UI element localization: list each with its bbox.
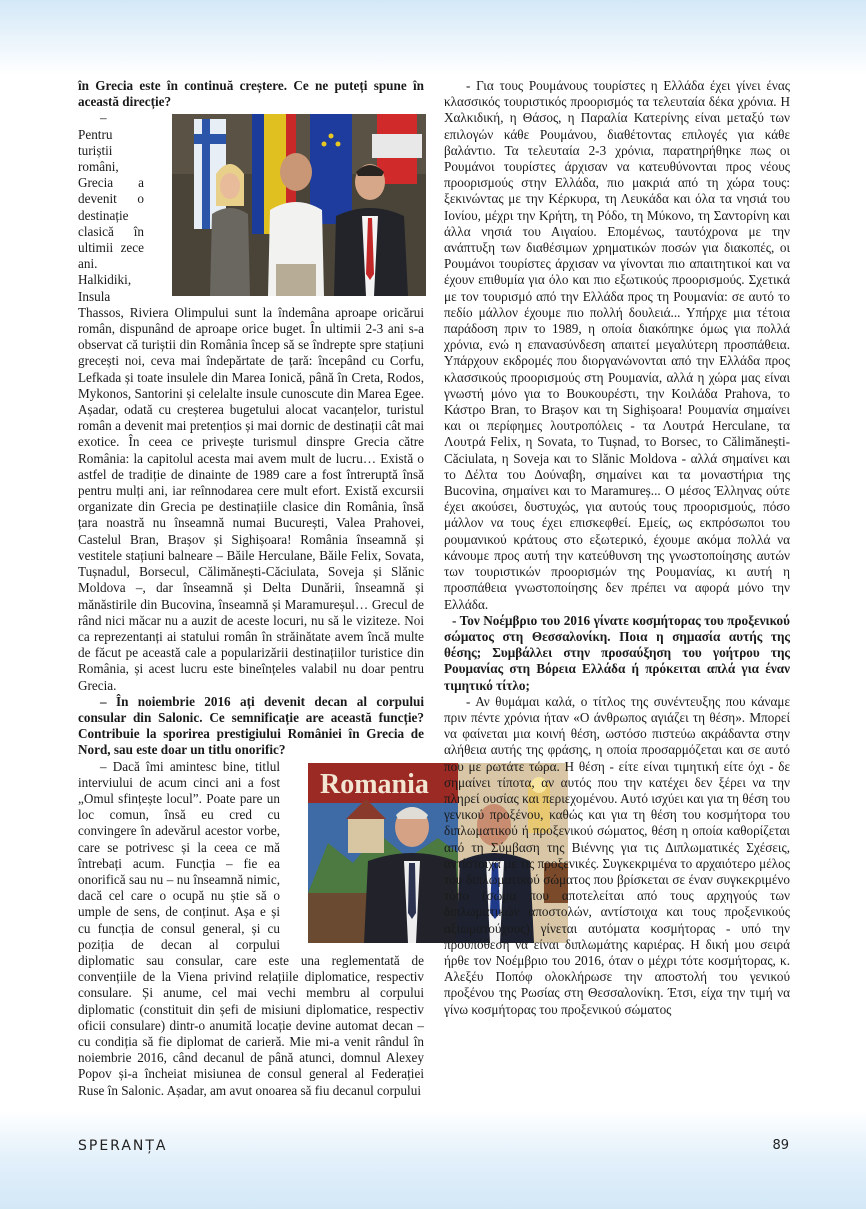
answer-dean: Romania – Dacă îmi amintesc bine, titlul interviului de acum cinci ani a fost „Omul sfințește locul”. Poate pare un loc comun, însă eu cred cu convingere în adevărul acestor vorbe, care se potrivesc și la ceea ce mă întrebați acum. Funcția – fie ea onorifică sau nu – nu înseamnă nimic, dacă cel care o ocupă nu știe să o umple de sens, de conținut. Așa e și cu funcția de consul general, și cu poziția de decan al corpului diplomatic sau consular, care este una reglementată de convențiile de la Viena privind relațiile diplomatice, respectiv consulare. Și anume, cel mai vechi membru al corpului diplomatic (constituit din șefi de misiuni diplomatice, respectiv oficii consulare) dintr-o anumită locație devine automat decan – cu condiția să fie diplomat de carieră. Mie mi-a venit rândul în noiembrie 2016, când decanul de până atunci, domnul Alexey Popov și-a încheiat misiunea de consul general al Federației Ruse în Salonic. Așadar, am avut onoarea să fiu decanul corpului: [78, 759, 424, 1099]
romania-banner-text: Romania: [320, 768, 429, 800]
question-dean-greek: - Τον Νοέμβριο του 2016 γίνατε κοσμήτορας του προξενικού σώματος στη Θεσσαλονίκη. Ποια η σημασία αυτής της θέσης; Συμβάλλει στην προσαύξηση του γοήτρου της Ρουμανίας στη Βόρεια Ελλάδα ή πρόκειται απλά για έναν τιμητικό τίτλο;: [444, 612, 790, 693]
answer-tourism-greek: - Για τους Ρουμάνους τουρίστες η Ελλάδα έχει γίνει ένας κλασσικός τουριστικός προορισμός τα τελευταία δέκα χρόνια. Η Χαλκιδική, η Θάσος, η Παραλία Κατερίνης είναι μεταξύ των επιλογών κάθε Ρουμάνου, διαθέτοντας επιλογές για κάθε βαλάντιο. Τα τελευταία 2-3 χρόνια, παρατηρήθηκε πως οι Ρουμάνοι τουρίστες άρχισαν να κατευθύνονται προς νέους προορισμούς στην Ελλάδα, πιο μακριά από τη χώρα τους: ξεκινώντας με την Κέρκυρα, τη Λευκάδα και όλα τα νησιά του Ιονίου, μέχρι την Κρήτη, τη Ρόδο, τη Μύκονο, τη Σαντορίνη και άλλα νησιά του Αιγαίου. Επομένως, ταυτόχρονα με την ανάπτυξη των διαθέσιμων χρηματικών ποσών για διακοπές, οι Ρουμάνοι τουρίστες άρχισαν να γίνονται πιο απαιτητικοί και να έχουν επιθυμία για όλο και πιο εξωτικούς προορισμούς. Σχετικά με τον τουρισμό από την Ελλάδα προς τη Ρουμανία: σε αυτό το πεδίο μάλλον έχουμε πιο πολλή δουλειά... Υπήρχε μια τέτοια παράδοση πριν το 1989, η οποία διακόπηκε όμως για πολλά χρόνια, ενώ η επανασύνδεση απαιτεί μεγαλύτερη προσπάθεια. Υπάρχουν εκδρομές που διοργανώνονται από την Ελλάδα προς κλασσικούς προορισμούς στη Ρουμανία, αλλά η χώρα μας είναι γνωστή μόνο για το Βουκουρέστι, την Κοιλάδα Prahova, το Κάστρο Bran, το Brașov και τη Sighișoara! Ρουμανία σημαίνει και οι περίφημες λουτροπόλεις - τα Λουτρά Herculane, τα Λουτρά Felix, η Sovata, το Tușnad, το Borsec, το Călimănești-Căciulata, η Soveja και το Slănic Moldova - αλλά σημαίνει και το Δέλτα του Δούναβη, σημαίνει και τα μοναστήρια της Bucovina, σημαίνει και το Maramureș... Ο μέσος Έλληνας ούτε έχει ακούσει, δυστυχώς, για αυτούς τους προορισμούς, πόσο μάλλον να τους έχει επισκεφθεί. Εμείς, ως εκπρόσωποι του ρουμανικού κράτους στο εξωτερικό, έχουμε ακόμα πολλά να κάνουμε προς αυτή την κατεύθυνση της γνωστοποίησης αυτών των τουριστικών προορισμών της Ρουμανίας, κι αυτή η προσπάθεια γνωστοποίησης δεν πρέπει να αφορά μόνο την Ελλάδα.: [444, 78, 790, 612]
answer-dean-greek: - Αν θυμάμαι καλά, ο τίτλος της συνέντευξης που κάναμε πριν πέντε χρόνια ήταν «Ο άνθρωπος αγιάζει τη θέση». Μπορεί να φαίνεται μια κοινή θέση, ωστόσο πιστεύω ακράδαντα στην αλήθεια αυτής της φράσης, η οποία προσαρμόζεται και σε αυτό που με ρωτάτε τώρα. Η θέση - είτε είναι τιμητική είτε όχι - δε σημαίνει τίποτα, αν αυτός που την κατέχει δεν ξέρει να την πληρεί ουσίας και περιεχομένου. Αυτό ισχύει και για τη θέση του γενικού προξένου, καθώς και για τη θέση του κοσμήτορα του διπλωματικού ή προξενικού σώματος, θέση η οποία καθορίζεται από τη Σύμβαση της Βιέννης για τις Διπλωματικές Σχέσεις, αντίστοιχα με τις προξενικές. Συγκεκριμένα το αρχαιότερο μέλος του διπλωματικού σώματος που βρίσκεται σε έναν συγκεκριμένο τόπο (σώμα που αποτελείται από τους αρχηγούς των διπλωματικών αποστολών, αντίστοιχα και τους προξενικούς αξιωματούχους) γίνεται αυτόματα κοσμήτορας - υπό την προϋπόθεση να είναι διπλωμάτης καριέρας. Η δική μου σειρά ήρθε τον Νοέμβριο του 2016, όταν ο μέχρι τότε κοσμήτορας, κ. Αλεξέυ Ποπόφ ολοκλήρωσε την αποστολή του γενικού προξένου της Ρωσίας στη Θεσσαλονίκη. Έτσι, είχα την τιμή να γίνω κοσμήτορας του προξενικού σώματος: [444, 693, 790, 1017]
question-dean: – În noiembrie 2016 ați devenit decan al corpului consular din Salonic. Ce semnificație are această funcție? Contribuie la sporirea prestigiului României în Grecia de Nord, sau este doar un titlu onorific?: [78, 693, 424, 758]
romanian-column: [78, 78, 429, 1099]
greek-column: [444, 78, 790, 1018]
question-continuation: în Grecia este în continuă creștere. Ce ne puteți spune în această direcție?: [78, 78, 424, 110]
photo-three-people-with-flags: [150, 114, 426, 296]
magazine-name: SPERANȚA: [78, 1138, 168, 1154]
page-number: 89: [772, 1138, 789, 1153]
answer-tourism: – Pentru turiștii români, Grecia a devenit o destinație clasică în ultimii zece ani. Halkidiki, Insula Thassos, Riviera Olimpului sunt la îndemâna aproape oricărui român, dispunând de aproape orice buget. În ultimii 2-3 ani s-a observat că turiștii din România încep să se îndrepte spre stațiuni grecești noi, ceva mai îndepărtate de țară: începând cu Corfu, Lefkada și toate insulele din Marea Ionică, până în Creta, Rodos, Mykonos, Santorini și celelalte insule cunoscute din Marea Egee. Așadar, odată cu creșterea bugetului alocat vacanțelor, turistul român a devenit mai pretențios și mai dornic de destinații cât mai exotice. În ceea ce privește turismul dinspre Grecia către România: la capitolul acesta mai avem mult de lucru… Există o astfel de tradiție de dinainte de 1989 care a fost întreruptă însă pentru mulți ani, iar reînnodarea cere mult efort. Există excursii organizate din Grecia pe destinațiile clasice din România, însă țara noastră nu înseamnă numai București, Valea Prahovei, Castelul Bran, Brașov și Sighișoara! România înseamnă și vestitele stațiuni balneare – Băile Herculane, Băile Felix, Sovata, Tușnadul, Borsecul, Călimănești-Căciulata, Soveja și Slănic Moldova –, dar înseamnă și Delta Dunării, înseamnă și mănăstirile din Bucovina, înseamnă și Maramureșul… Grecul de rând nici măcar nu a auzit de aceste locuri, nu să le viziteze. Noi ca reprezentanți ai statului român în străinătate avem încă multe de făcut pe această cale a popularizării destinațiilor turistice din România, și acest lucru este bineînțeles valabil nu doar pentru Grecia.: [78, 110, 424, 693]
photo-illustration: [172, 114, 426, 296]
